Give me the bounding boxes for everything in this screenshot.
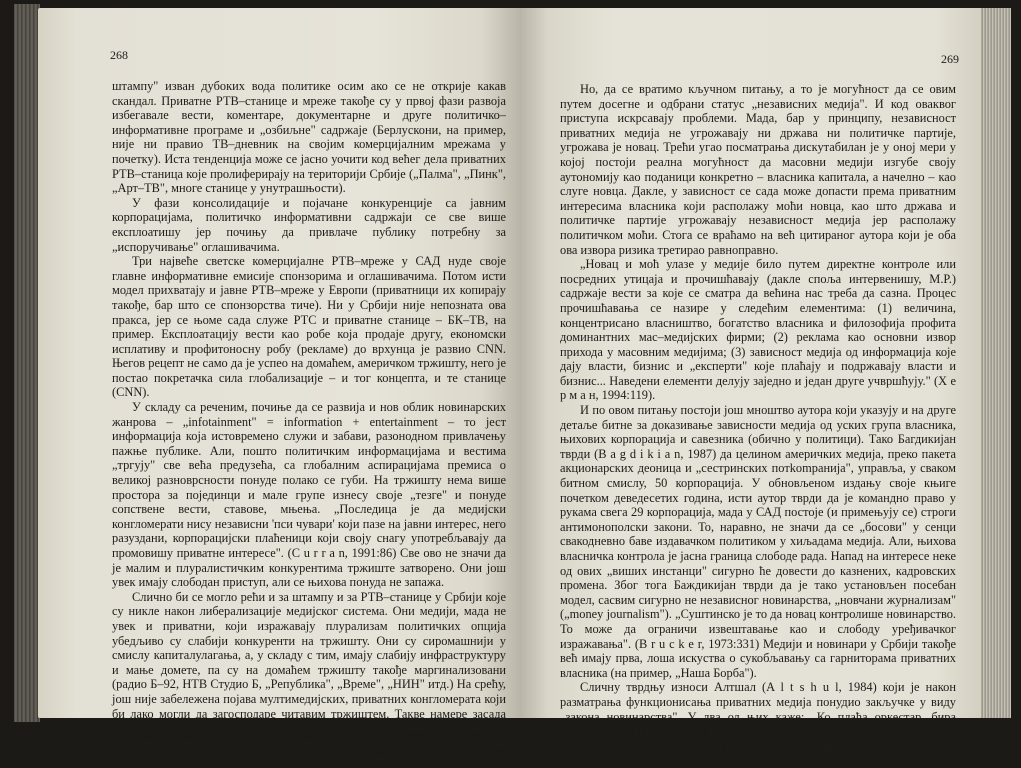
paragraph: „Новац и моћ улазе у медије било путем директне контроле или посредних утицаја и прочишћавају (дакле споља интервенишу, М.Р.) садржаје вести за које се сматра да већина нас треба да сазна. Процес прочишћавања се назире у следећим елементима: (1) величина, концентрисано власништво, богатство власника и филозофија профита доминантних мас–медијских фирми; (2) реклама као основни извор прихода у масовним медијима; (3) зависност медија од информација које дају власти, бизнис и „експерти" које плаћају и подржавају власти и бизнис... Наведени елементи делују заједно и један друге учвршћују." (Х е р м а н, 1994:119).	[560, 257, 956, 403]
page-number-left: 268	[110, 48, 128, 62]
paragraph: Три највеће светске комерцијалне РТВ–мреже у САД нуде своје главне информативне емисије спонзорима и оглашивачима. Потом исти модел прихватају и јавне РТВ–мреже у Европи (приватници их копирају такође, бар што се спонзорства тиче). Ни у Србији није непозната ова пракса, јер се њоме сада служе РТС и приватне станице – БК–ТВ, на пример. Експлоатацију вести као робе која продаје другу, економски исплативу и профитоносну робу (рекламе) до врхунца је развио CNN. Његов рецепт не само да је успео на домаћем, америчком тржишту, него је постао покретачка сила глобализације – и тог концепта, и те станице (CNN).	[112, 254, 506, 400]
paragraph: У фази консолидације и појачане конкуренције са јавним корпорацијама, политичко информативни садржаји се све више експлоатишу јер почињу да привлаче публику потребну за „испоручивање" оглашивачима.	[112, 195, 506, 254]
paragraph: И по овом питању постоји још мноштво аутора који указују и на друге детаље битне за доказивање зависности медија од уских група власника, њихових корпорација и савезника (обично у политици). Тако Багдикијан тврди (B a g d i k i a n, 1987) да целином америчких медија, преко пакета акционарских деоница и „сестринских потkompанија", управља, у сваком битном смислу, 50 корпорација. У обновљеном издању своје књиге почетком деведесетих година, исти аутор тврди да је командно право у рукама свега 29 корпорација, мада у САД постоје (и примењују се) строги антимонополски закони. То, наравно, не значи да се „босови" у сенци свакодневно баве издавачком политиком у хиљадама медија. Али, њихова власничка контрола је јасна граница слободе рада. Напад на интересе неке од ових „виших инстанци" сигурно ће довести до казнених, кадровских промена. Због тога Баждикијан тврди да је тако установљен посебан модел, сасвим сигурно не независног новинарства, „новчани журнализам" („money journalism"). „Суштинско је то да новац контролише новинарство. То може да ограничи извештавање као и слободу уређивачког изражавања". (B r u c k e r, 1973:331) Медији и новинари у Србији такође већ имају прва, лоша искуства о сукобљавању са гарниторама приватних власника (на пример, „Наша Борба").	[560, 403, 956, 680]
paragraph: Но, да се вратимо кључном питању, а то је могућност да се овим путем досегне и одбрани статус „независних медија". И код оваквог приступа искрсавају проблеми. Мада, бар у принципу, независност приватних медија не угрожавају ни држава ни политичке партије, угрожава је новац. Трећи угао посматрања дискутабилан је у оној мери у којој постоји реална могућност да масовни медији изгубе своју аутономију као поданици конкретно – власника капитала, а начелно – као слуге новца. Дакле, у зависност се сада може допасти према приватним интересима власника који располажу моћи новца, као што држава и политичке партије угрожавају независност медија јер располажу политичком моћи. Стога се враћамо на већ цитираног аутора који је оба ова извора ризика третирао равноправно.	[560, 82, 956, 257]
paragraph: У складу са реченим, почиње да се развија и нов облик новинарских жанрова – „infotainment" = information + entertainment – то јест информација која истовремено служи и забави, разонодном привлачењу пажње публике. Али, пошто политичким информацијама и вестима „тргују" све већа предузећа, са глобалним аспирацијама премиса о великој разноврсности понуде полако се губи. На тржишту нема више простора за појединци и мале групе изнесу своје „тезге" и понуде сопствене вести, ставове, мњења. „Последица је да медијски конгломерати нису независни 'пси чувари' који пазе на јавни интерес, него разуздани, корпорацијски плаћеници који своју снагу употребљавају да промовишу приватне интересе". (C u r r a n, 1991:86) Све ово не значи да је малим и плуралистичким конкурентима тржиште затворено. Они још увек имају слободан приступ, али се њихова понуда не запажа.	[112, 400, 506, 590]
left-page	[38, 8, 520, 765]
paragraph: Сличну тврдњу износи Алтшал (A l t s h u l, 1984) који је након разматрања функционисања приватних медија понудио закључке у виду „закона новинарства". У два од њих каже: „Ко плаћа оркестар, бира музику", и, „Новац се најдаље чује" (у јавној комуникацији). Тиме се указује на реалну могућност да сваки власник приватног медија изаберe и политичку опцију	[560, 680, 956, 768]
page-number-right: 269	[941, 52, 959, 66]
right-page	[520, 8, 981, 768]
left-page-text	[112, 79, 506, 765]
paragraph: штампу" изван дубоких вода политике осим ако се не открије какав скандал. Приватне РТВ–станице и мреже такође су у првој фази развоја избегавале вести, коментаре, документарне и друге политичко–информативне програме и „озбиљне" садржаје (Берлускони, на пример, није ни правио ТВ–дневник на својим комерцијалним мрежама у почетку). Иста тенденција може се јасно уочити код већег дела приватних РТВ–станица које пролиферирају на територији Србије („Палма", „Пинк", „Арт–ТВ", многе станице у унутрашњости).	[112, 79, 506, 196]
right-page-stack-edge	[981, 8, 1011, 718]
paragraph: Слично би се могло рећи и за штампу и за РТВ–станице у Србији које су никле након либерализације медијског система. Они медији, мада не увек и приватни, који изражавају плурализам политичких опција убедљиво су слабији конкуренти на тржишту. Они су сиромашнији у смислу капиталулагања, а, у складу с тим, имају слабију инфраструктуру и мање домете, па су на домаћем тржишту такође маргинализовани (радио Б–92, НТВ Студио Б, „Република", „Време", „НИН" итд.) На срећу, још није забележена појава мултимедијских, приватних конгломерата који би лако могли да загосподаре читавим тржиштем. Такве намере засада сузбија јак интервенционизам државе, али остале, превасходно легалне препреке за њихово спречавање не постоје. У односу на овај ризик постоји правна празнина, па је будући развој неизвестан.	[112, 589, 506, 765]
left-page-stack-edge	[14, 4, 40, 722]
right-page-text	[560, 82, 956, 768]
